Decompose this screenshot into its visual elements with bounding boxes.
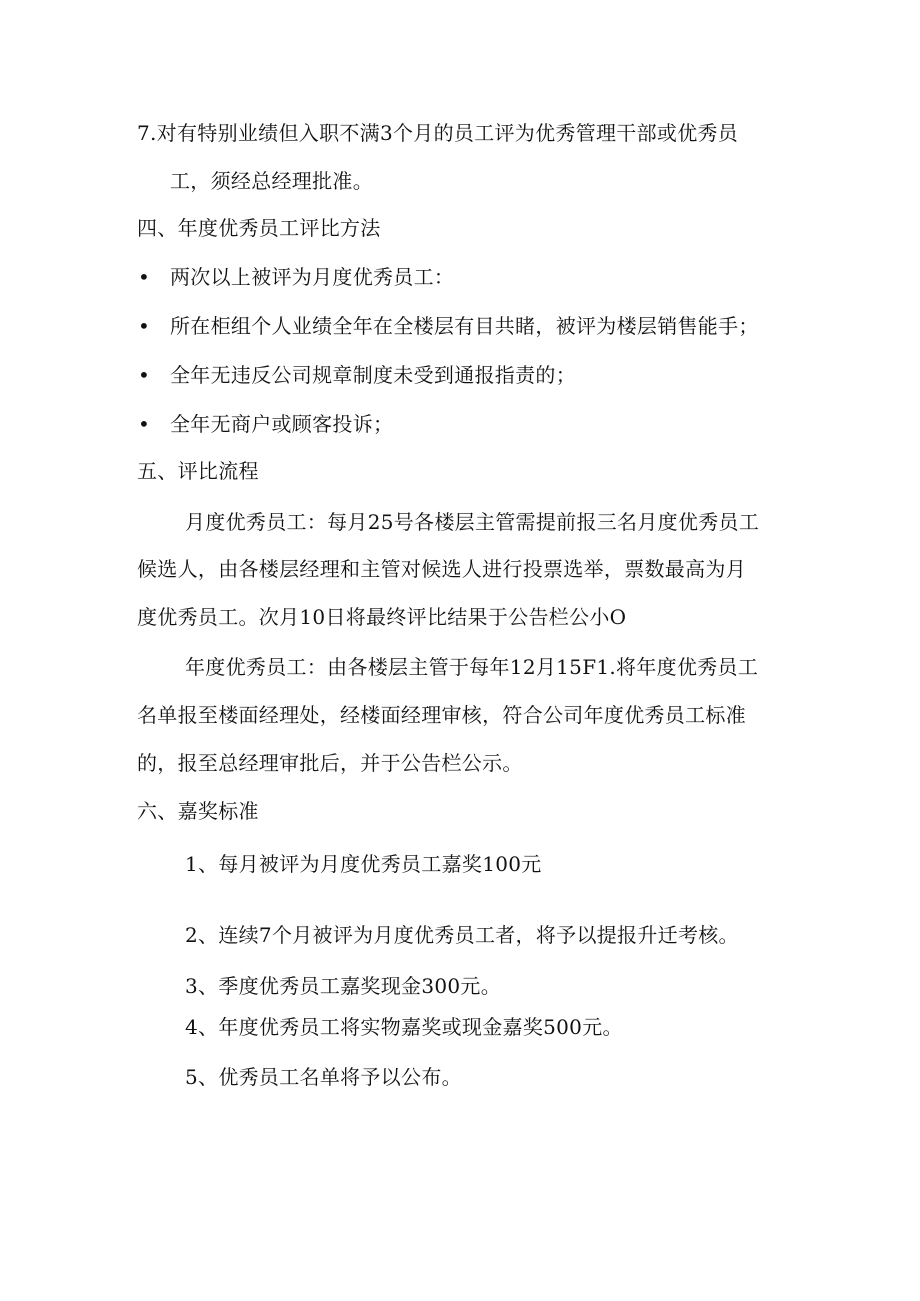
list-item: 2、连续7个月被评为月度优秀员工者，将予以提报升迁考核。	[185, 923, 739, 947]
section-five-heading: 五、评比流程	[137, 459, 259, 483]
list-item: 全年无违反公司规章制度未受到通报指责的；	[170, 363, 576, 387]
list-item: 3、季度优秀员工嘉奖现金300元。	[185, 974, 501, 998]
section-four-heading: 四、年度优秀员工评比方法	[137, 216, 381, 240]
paragraph-line: 名单报至楼面经理处，经楼面经理审核，符合公司年度优秀员工标准	[137, 703, 746, 727]
section-six-heading: 六、嘉奖标准	[137, 799, 259, 823]
paragraph-line: 候选人，由各楼层经理和主管对候选人进行投票选举，票数最高为月	[137, 557, 746, 581]
list-item: 两次以上被评为月度优秀员工：	[170, 265, 455, 289]
bullet-marker: •	[137, 363, 151, 387]
list-item: 全年无商户或顾客投诉；	[170, 412, 394, 436]
bullet-marker: •	[137, 314, 151, 338]
paragraph-line: 度优秀员工。次月10日将最终评比结果于公告栏公小O	[137, 605, 627, 629]
list-item: 4、年度优秀员工将实物嘉奖或现金嘉奖500元。	[185, 1015, 623, 1039]
list-item: 所在柜组个人业绩全年在全楼层有目共睹，被评为楼层销售能手；	[170, 314, 759, 338]
item-7-line-1: 7.对有特别业绩但入职不满3个月的员工评为优秀管理干部或优秀员	[137, 121, 739, 145]
list-item: 5、优秀员工名单将予以公布。	[185, 1065, 462, 1089]
paragraph-line: 的，报至总经理审批后，并于公告栏公示。	[137, 751, 523, 775]
paragraph-line: 月度优秀员工：每月25号各楼层主管需提前报三名月度优秀员工	[185, 510, 760, 534]
list-item: 1、每月被评为月度优秀员工嘉奖100元	[185, 852, 542, 876]
bullet-marker: •	[137, 412, 151, 436]
item-7-line-2: 工，须经总经理批准。	[170, 169, 373, 193]
paragraph-line: 年度优秀员工：由各楼层主管于每年12月15F1.将年度优秀员工	[185, 655, 759, 679]
bullet-marker: •	[137, 265, 151, 289]
